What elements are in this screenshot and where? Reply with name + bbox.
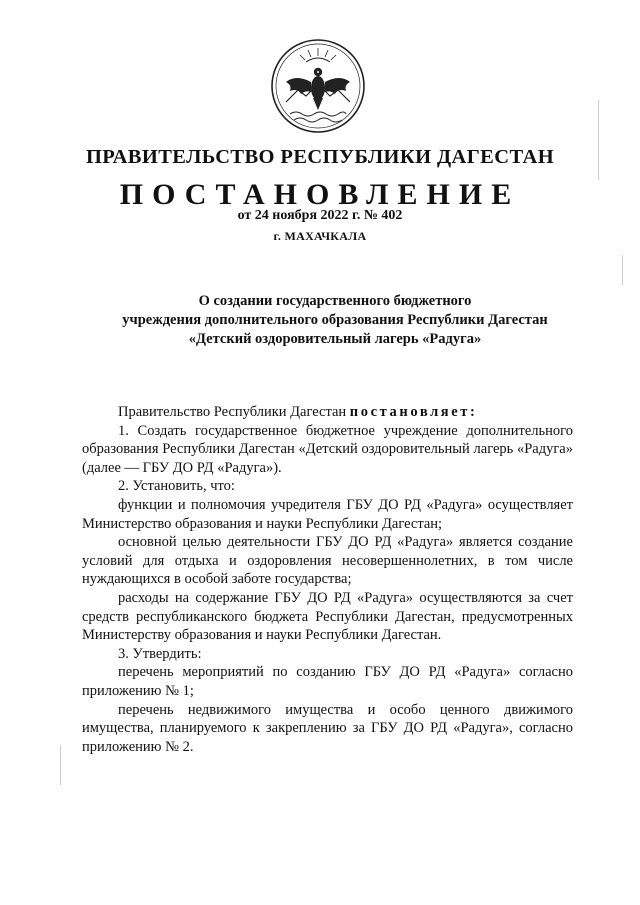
subject-line: «Детский оздоровительный лагерь «Радуга»	[188, 331, 482, 347]
document-date-number: от 24 ноября 2022 г. № 402	[237, 208, 403, 223]
body-paragraph: расходы на содержание ГБУ ДО РД «Радуга» осуществляются за счет средств республиканского бюджета Республики Дагестан, предусмотренных Министерству образования и науки Республики Дагестан.	[82, 589, 573, 644]
body-paragraph: 1. Создать государственное бюджетное учреждение дополнительного образования Республики Дагестан «Детский оздоровительный лагерь «Радуга» (далее — ГБУ ДО РД «Радуга»).	[82, 422, 573, 476]
preamble-lead: Правительство Республики Дагестан	[118, 404, 347, 420]
subject-line: О создании государственного бюджетного	[198, 293, 472, 309]
document-body	[82, 403, 573, 756]
body-paragraph: функции и полномочия учредителя ГБУ ДО РД «Радуга» осуществляет Министерство образования и науки Республики Дагестан;	[82, 496, 573, 532]
document-type-title: ПОСТАНОВЛЕНИЕ	[119, 178, 521, 211]
scan-artifact-line	[622, 255, 623, 285]
republic-of-dagestan-coat-of-arms-icon	[268, 36, 368, 136]
preamble-action: постановляет:	[349, 404, 478, 420]
government-title: ПРАВИТЕЛЬСТВО РЕСПУБЛИКИ ДАГЕСТАН	[85, 146, 555, 168]
body-paragraph: перечень мероприятий по созданию ГБУ ДО РД «Радуга» согласно приложению № 1;	[82, 664, 573, 699]
body-paragraph: основной целью деятельности ГБУ ДО РД «Радуга» является создание условий для отдыха и оздоровления несовершеннолетних, в том числе нуждающихся в особой заботе государства;	[82, 534, 573, 588]
scan-artifact-line	[60, 745, 61, 785]
body-paragraph: 2. Установить, что:	[118, 478, 235, 495]
subject-line: учреждения дополнительного образования Республики Дагестан	[122, 312, 548, 328]
document-place: г. МАХАЧКАЛА	[273, 229, 367, 243]
preamble-paragraph	[82, 403, 573, 422]
document-subject	[80, 292, 590, 349]
body-paragraph: 3. Утвердить:	[118, 645, 202, 662]
body-paragraph: перечень недвижимого имущества и особо ценного движимого имущества, планируемого к закреплению за ГБУ ДО РД «Радуга», согласно приложению № 2.	[82, 701, 573, 755]
